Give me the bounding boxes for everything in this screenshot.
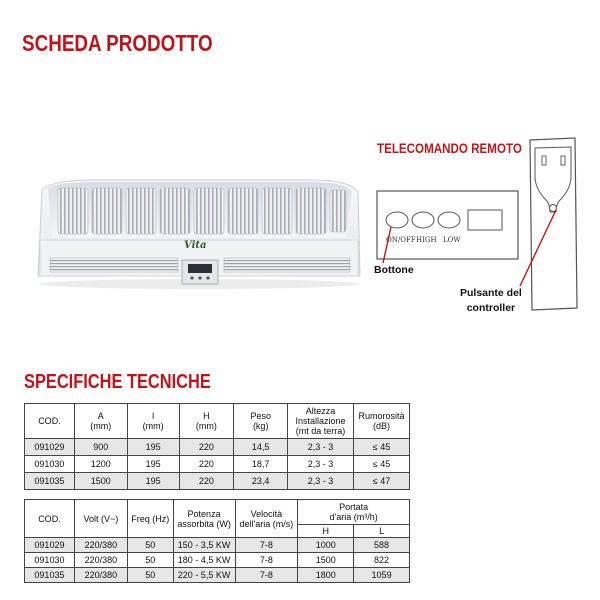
table-cell: 1500 <box>298 553 354 568</box>
table-cell: 1800 <box>298 568 354 583</box>
table-cell: 1059 <box>354 568 410 583</box>
table1-header-l: l (mm) <box>127 404 179 439</box>
table-cell: 588 <box>354 538 410 553</box>
table-cell: 1000 <box>298 538 354 553</box>
table-cell: 091035 <box>25 568 75 583</box>
table2-header-velocita: Velocità dell'aria (m/s) <box>235 500 298 538</box>
table-cell: 1500 <box>74 473 127 490</box>
table-cell: 180 - 4,5 KW <box>173 553 235 568</box>
table-cell: 7-8 <box>235 538 298 553</box>
table-cell: 50 <box>127 553 173 568</box>
table-row <box>25 439 410 456</box>
table-cell: 2,3 - 3 <box>288 439 354 456</box>
table-row <box>25 473 410 490</box>
table2-header-portata: Portata d'aria (m³/h) <box>298 500 410 525</box>
table-cell: 2,3 - 3 <box>288 456 354 473</box>
table-cell: 150 - 3,5 KW <box>173 538 235 553</box>
table-cell: 900 <box>74 439 127 456</box>
table-cell: 7-8 <box>235 568 298 583</box>
callout-pulsante-line1: Pulsante del <box>460 287 522 299</box>
table-cell: 220/380 <box>74 553 127 568</box>
table-cell: 220 <box>179 473 234 490</box>
table2-header-row <box>25 500 410 525</box>
remote-button-low: LOW <box>443 236 461 244</box>
remote-button-high: HIGH <box>416 236 437 244</box>
table-cell: 7-8 <box>235 553 298 568</box>
table2-header-cod: COD. <box>25 500 75 538</box>
table-cell: 091029 <box>25 439 75 456</box>
table1-header-cod: COD. <box>25 404 75 439</box>
table-row <box>25 538 410 553</box>
dimensions-table <box>24 403 410 490</box>
table-cell: ≤ 45 <box>354 439 410 456</box>
table1-header-row <box>25 404 410 439</box>
table1-header-altezza: Altezza Installazione (mt da terra) <box>288 404 354 439</box>
table-cell: 1200 <box>74 456 127 473</box>
remote-button-onoff: ON/OFF <box>386 236 416 244</box>
table1-header-h: H (mm) <box>179 404 234 439</box>
table-cell: 50 <box>127 568 173 583</box>
table-cell: 220/380 <box>74 568 127 583</box>
table-cell: 220/380 <box>74 538 127 553</box>
table-cell: 220 <box>179 439 234 456</box>
specs-title: SPECIFICHE TECNICHE <box>24 371 211 393</box>
table-cell: 091030 <box>25 553 75 568</box>
callout-bottone: Bottone <box>374 264 414 276</box>
table1-header-peso: Peso (kg) <box>234 404 288 439</box>
table1-header-rumorosita: Rumorosità (dB) <box>354 404 410 439</box>
table-row <box>25 553 410 568</box>
table-cell: 220 - 5,5 KW <box>173 568 235 583</box>
table2-header-potenza: Potenza assorbita (W) <box>173 500 235 538</box>
table-cell: 18,7 <box>234 456 288 473</box>
callout-pulsante <box>460 286 522 316</box>
table-row <box>25 568 410 583</box>
table-cell: 091029 <box>25 538 75 553</box>
table2-subheader-h: H <box>298 525 354 538</box>
performance-table <box>24 499 410 583</box>
table2-header-freq: Freq (Hz) <box>127 500 173 538</box>
page-title: SCHEDA PRODOTTO <box>22 30 213 56</box>
remote-title: TELECOMANDO REMOTO <box>377 141 522 156</box>
table-cell: 195 <box>127 439 179 456</box>
table-cell: 23,4 <box>234 473 288 490</box>
table2-header-volt: Volt (V~) <box>74 500 127 538</box>
table-cell: 195 <box>127 456 179 473</box>
table-cell: ≤ 47 <box>354 473 410 490</box>
table-cell: 091030 <box>25 456 75 473</box>
table-cell: 195 <box>127 473 179 490</box>
table-cell: 50 <box>127 538 173 553</box>
table-cell: ≤ 45 <box>354 456 410 473</box>
table1-header-a: A (mm) <box>74 404 127 439</box>
table-cell: 822 <box>354 553 410 568</box>
table-cell: 2,3 - 3 <box>288 473 354 490</box>
table-cell: 14,5 <box>234 439 288 456</box>
air-curtain-image <box>32 176 366 292</box>
brand-logo: Vita <box>184 240 207 251</box>
table-cell: 091035 <box>25 473 75 490</box>
table-cell: 220 <box>179 456 234 473</box>
callout-pulsante-line2: controller <box>466 302 516 314</box>
table-row <box>25 456 410 473</box>
table2-subheader-l: L <box>354 525 410 538</box>
